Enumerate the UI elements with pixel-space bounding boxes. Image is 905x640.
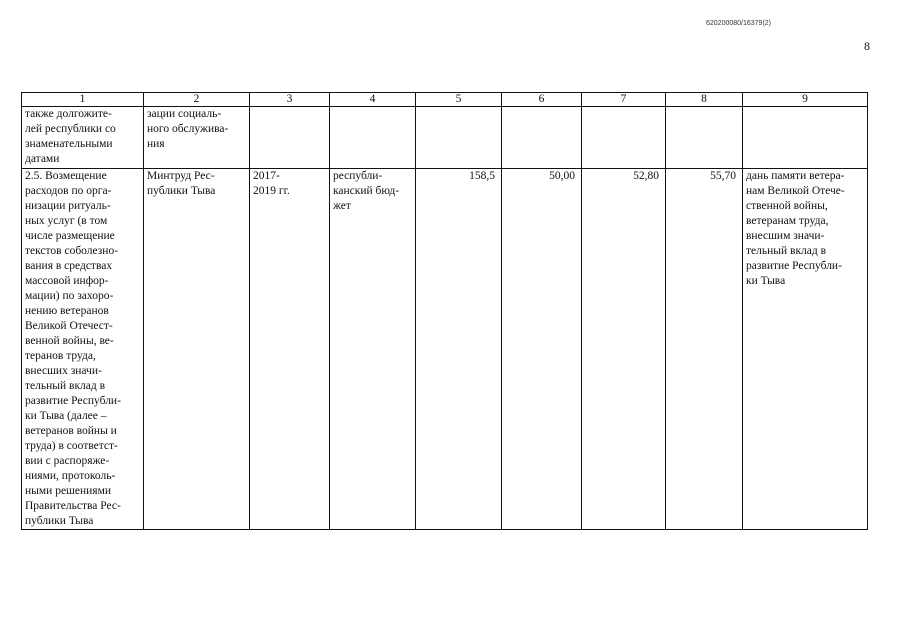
total-cell: 158,5 xyxy=(416,169,502,530)
result-cell: дань памяти ветера- нам Великой Отече- ственной войны, ветеранам труда, внесшим значи- тельный вклад в развитие Республи- ки Тыва xyxy=(743,169,868,530)
year-2019-cell: 55,70 xyxy=(666,169,743,530)
year-2019-cell xyxy=(666,107,743,169)
column-header: 2 xyxy=(144,93,250,107)
executor-cell: зации социаль- ного обслужива- ния xyxy=(144,107,250,169)
year-2017-cell xyxy=(502,107,582,169)
column-header: 3 xyxy=(250,93,330,107)
column-header: 9 xyxy=(743,93,868,107)
column-header: 7 xyxy=(582,93,666,107)
source-cell: республи- канский бюд- жет xyxy=(330,169,416,530)
result-cell xyxy=(743,107,868,169)
measure-cell: 2.5. Возмещение расходов по орга- низации ритуаль- ных услуг (в том числе размещение текстов соболезно- вания в средствах массовой инфор- мации) по захоро- нению ветеранов Великой Отечест- венной войны, ве- теранов труда, внесших значи- тельный вклад в развитие Республи- ки Тыва (далее – ветеранов войны и труда) в соответст- вии с распоряже- ниями, протоколь- ными решениями Правительства Рес- публики Тыва xyxy=(22,169,144,530)
measure-cell: также долгожите- лей республики со знаменательными датами xyxy=(22,107,144,169)
year-2018-cell xyxy=(582,107,666,169)
year-2017-cell: 50,00 xyxy=(502,169,582,530)
item-row xyxy=(22,169,868,530)
source-cell xyxy=(330,107,416,169)
program-table xyxy=(21,92,868,530)
period-cell xyxy=(250,107,330,169)
column-header: 1 xyxy=(22,93,144,107)
column-header: 4 xyxy=(330,93,416,107)
page-number: 8 xyxy=(864,39,870,53)
year-2018-cell: 52,80 xyxy=(582,169,666,530)
continuation-row xyxy=(22,107,868,169)
executor-cell: Минтруд Рес- публики Тыва xyxy=(144,169,250,530)
column-header: 6 xyxy=(502,93,582,107)
column-number-row xyxy=(22,93,868,107)
period-cell: 2017- 2019 гг. xyxy=(250,169,330,530)
column-header: 8 xyxy=(666,93,743,107)
total-cell xyxy=(416,107,502,169)
document-id: 620200080/16379(2) xyxy=(706,20,772,27)
column-header: 5 xyxy=(416,93,502,107)
